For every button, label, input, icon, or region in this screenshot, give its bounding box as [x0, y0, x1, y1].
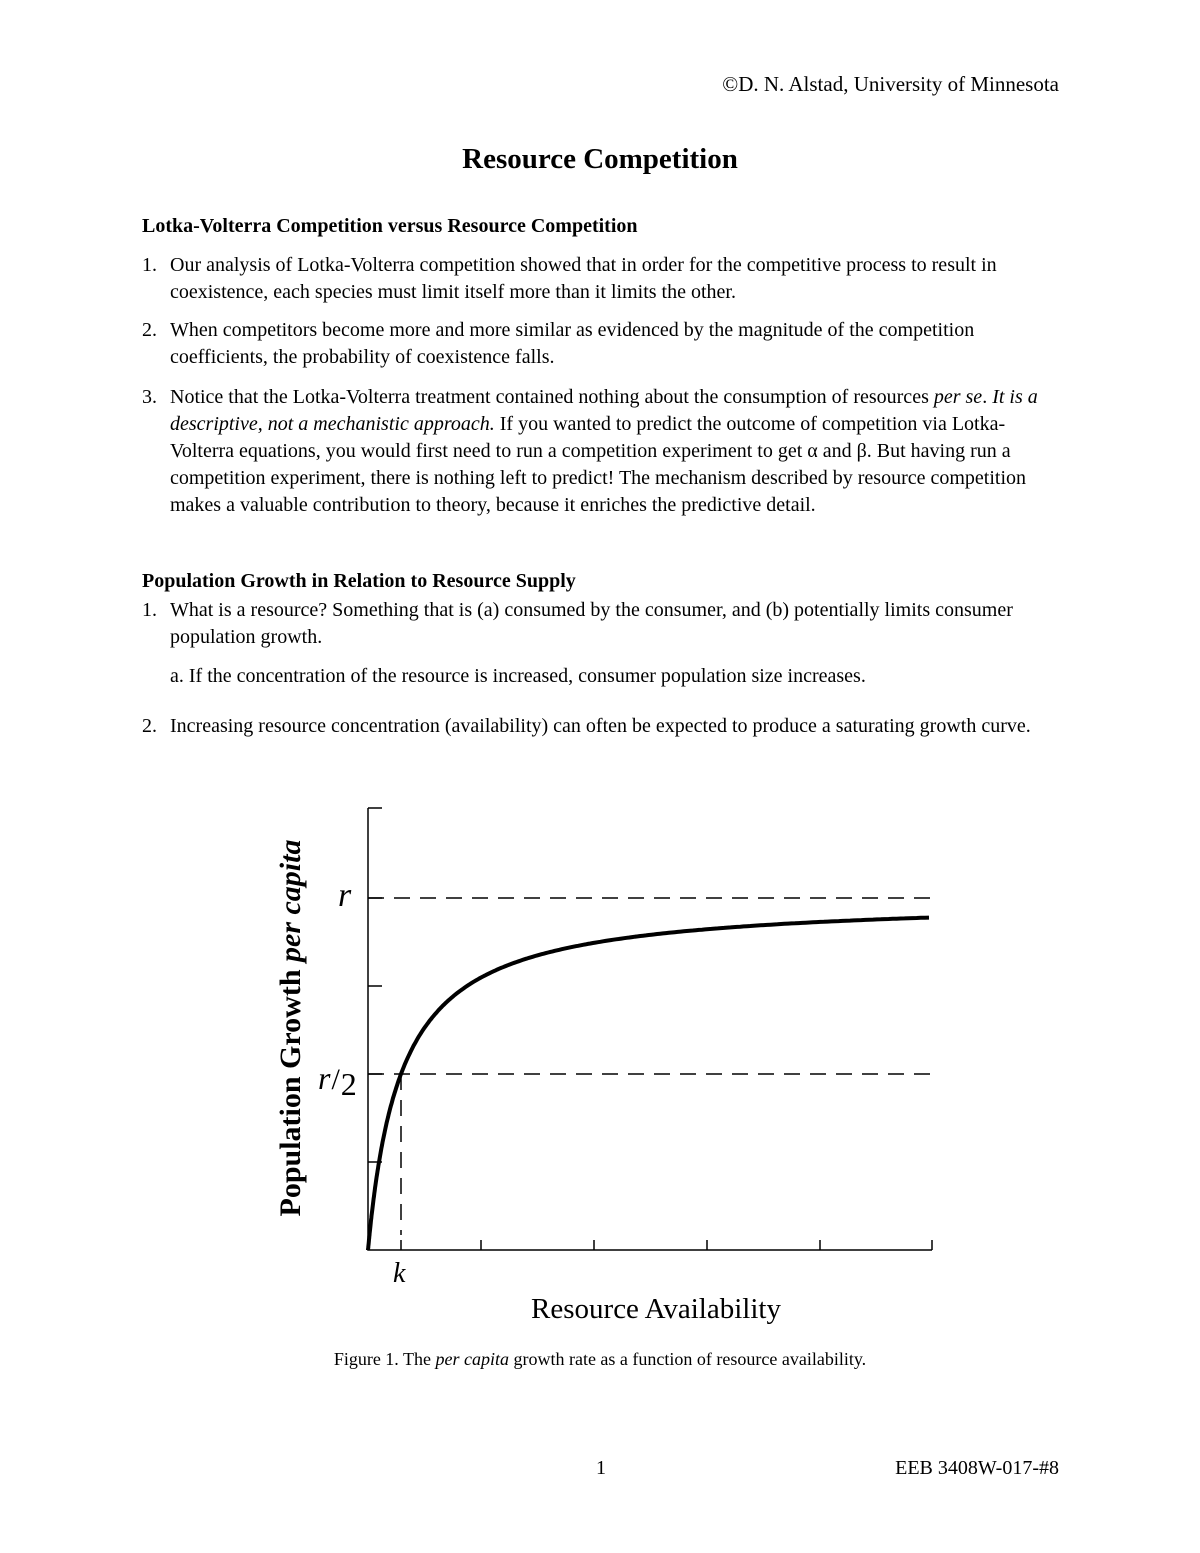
- list-item-text: Our analysis of Lotka-Volterra competition showed that in order for the competitive process to result in coexistence, each species must limit itself more than it limits the other.: [170, 254, 997, 303]
- figure-caption: Figure 1. The per capita growth rate as a function of resource availability.: [333, 1349, 867, 1369]
- italic-per-se: per se: [933, 386, 983, 408]
- x-tick-label-k: k: [393, 1258, 406, 1289]
- page-number: 1: [596, 1457, 606, 1479]
- sub-item-text: If the concentration of the resource is increased, consumer population size increases.: [188, 665, 866, 687]
- italic-emphasis: It is a descriptive, not a mechanistic approach.: [170, 386, 1038, 435]
- y-tick-label-r-half: r/2: [318, 1060, 357, 1102]
- x-axis-label: Resource Availability: [531, 1293, 781, 1325]
- copyright-notice: ©D. N. Alstad, University of Minnesota: [722, 72, 1059, 96]
- list-item-number: 2.: [142, 715, 157, 737]
- section-heading-lotka-volterra: Lotka-Volterra Competition versus Resource Competition: [142, 215, 638, 237]
- list-item-text: Increasing resource concentration (availability) can often be expected to produce a saturating growth curve.: [170, 715, 1031, 737]
- document-code: EEB 3408W-017-#8: [895, 1457, 1059, 1479]
- section-heading-population-growth: Population Growth in Relation to Resource Supply: [142, 570, 576, 592]
- list-item-text: Notice that the Lotka-Volterra treatment contained nothing about the consumption of resources per se. It is a descriptive, not a mechanistic approach. If you wanted to predict the outcome of competition via Lotka-Volterra equations, you would first need to run a competition experiment to get α and β. But having run a competition experiment, there is nothing left to predict! The mechanism described by resource competition makes a valuable contribution to theory, because it enriches the predictive detail.: [170, 386, 1038, 516]
- growth-curve: [368, 918, 929, 1250]
- list-item-number: 1.: [142, 599, 157, 621]
- y-tick-label-r: r: [338, 877, 352, 914]
- list-item-number: 1.: [142, 254, 157, 276]
- chart-axes: [368, 808, 932, 1250]
- page-title: Resource Competition: [462, 143, 738, 175]
- list-item-text: When competitors become more and more similar as evidenced by the magnitude of the competition coefficients, the probability of coexistence falls.: [170, 319, 975, 368]
- sub-item-label: a.: [170, 665, 184, 687]
- list-item-number: 3.: [142, 386, 157, 408]
- y-axis-label: Population Growth per capita: [274, 839, 307, 1217]
- list-item-text: What is a resource? Something that is (a) consumed by the consumer, and (b) potentially limits consumer population growth.: [170, 599, 1013, 648]
- list-item-number: 2.: [142, 319, 157, 341]
